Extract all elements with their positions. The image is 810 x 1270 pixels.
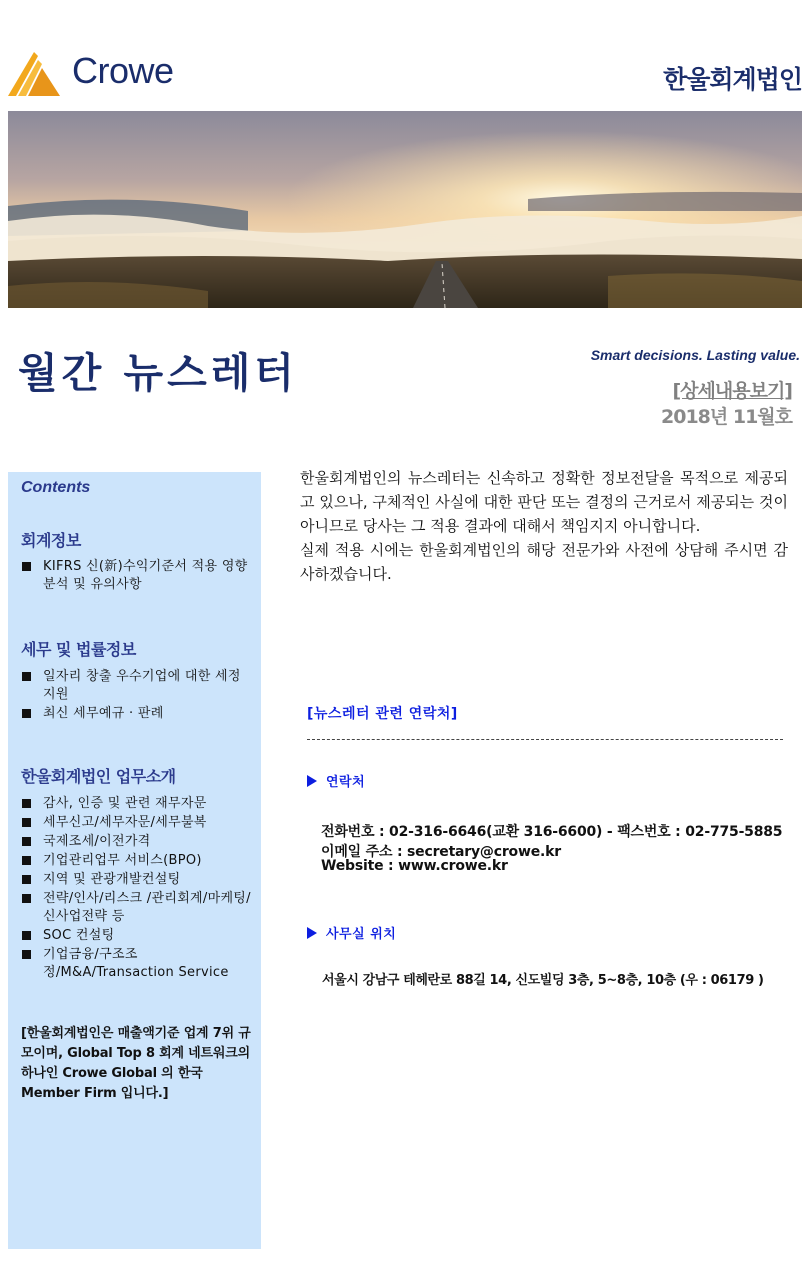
square-bullet-icon [22,818,31,827]
list-item[interactable]: 감사, 인증 및 관련 재무자문 [8,795,253,813]
consult-paragraph: 실제 적용 시에는 한울회계법인의 해당 전문가와 사전에 상담해 주시면 감사하겠습니다. [300,541,788,583]
square-bullet-icon [22,894,31,903]
firm-note: [한울회계법인은 매출액기준 업계 7위 규모이며, Global Top 8 회계 네트워크의 하나인 Crowe Global 의 한국 Member Firm 입니다.] [21,1026,251,1101]
square-bullet-icon [22,950,31,959]
office-address: 서울시 강남구 테헤란로 88길 14, 신도빌딩 3층, 5~8층, 10층 (우 : 06179 ) [322,973,764,988]
newsletter-title: 월간 뉴스레터 [18,349,298,397]
triangle-right-icon [307,775,317,787]
firm-name: 한울회계법인 [663,65,802,94]
disclaimer-text [300,466,788,586]
crowe-wordmark: Crowe [72,50,174,91]
section-heading-tax-legal: 세무 및 법률정보 [21,640,136,659]
hero-image [8,111,802,308]
services-list [8,795,253,983]
disclaimer-paragraph: 한울회계법인의 뉴스레터는 신속하고 정확한 정보전달을 목적으로 제공되고 있으나, 구체적인 사실에 대한 판단 또는 결정의 근거로서 제공되는 것이 아니므로 당사는 그 적용 결과에 대해서 책임지지 아니합니다. [300,469,788,535]
list-item[interactable]: KIFRS 신(新)수익기준서 적용 영향 분석 및 유의사항 [8,558,253,594]
section-heading-services: 한울회계법인 업무소개 [21,767,176,786]
square-bullet-icon [22,562,31,571]
square-bullet-icon [22,709,31,718]
phone-fax-line: 전화번호 : 02-316-6646(교환 316-6600) - 팩스번호 : 02-775-5885 [321,824,783,840]
list-item[interactable]: 일자리 창출 우수기업에 대한 세정지원 [8,668,253,704]
issue-date: 2018년 11월호 [661,406,792,428]
divider [307,739,783,740]
email-line[interactable]: 이메일 주소 : secretary@crowe.kr [321,844,561,860]
tagline: Smart decisions. Lasting value. [590,347,800,363]
list-item[interactable]: 최신 세무예규 · 판례 [8,705,253,723]
list-item[interactable]: 기업금융/구조조정/M&A/Transaction Service [8,946,253,982]
detail-view-link[interactable]: [상세내용보기] [672,380,792,402]
square-bullet-icon [22,837,31,846]
list-item[interactable]: SOC 컨설팅 [8,927,253,945]
office-subheading: 사무실 위치 [307,923,396,942]
website-line[interactable]: Website : www.crowe.kr [321,858,508,874]
square-bullet-icon [22,856,31,865]
list-item[interactable]: 국제조세/이전가격 [8,833,253,851]
list-item[interactable]: 세무신고/세무자문/세무불복 [8,814,253,832]
contact-subheading: 연락처 [307,771,365,790]
square-bullet-icon [22,931,31,940]
list-item[interactable]: 기업관리업무 서비스(BPO) [8,852,253,870]
contents-heading: Contents [21,479,91,496]
tax-legal-list [8,668,253,724]
list-item[interactable]: 지역 및 관광개발컨설팅 [8,871,253,889]
contents-sidebar [8,472,261,1249]
section-heading-accounting: 회계정보 [21,531,81,550]
square-bullet-icon [22,875,31,884]
square-bullet-icon [22,672,31,681]
list-item[interactable]: 전략/인사/리스크 /관리회계/마케팅/신사업전략 등 [8,890,253,926]
square-bullet-icon [22,799,31,808]
triangle-right-icon [307,927,317,939]
contact-heading: [뉴스레터 관련 연락처] [307,706,458,722]
accounting-list [8,558,253,595]
